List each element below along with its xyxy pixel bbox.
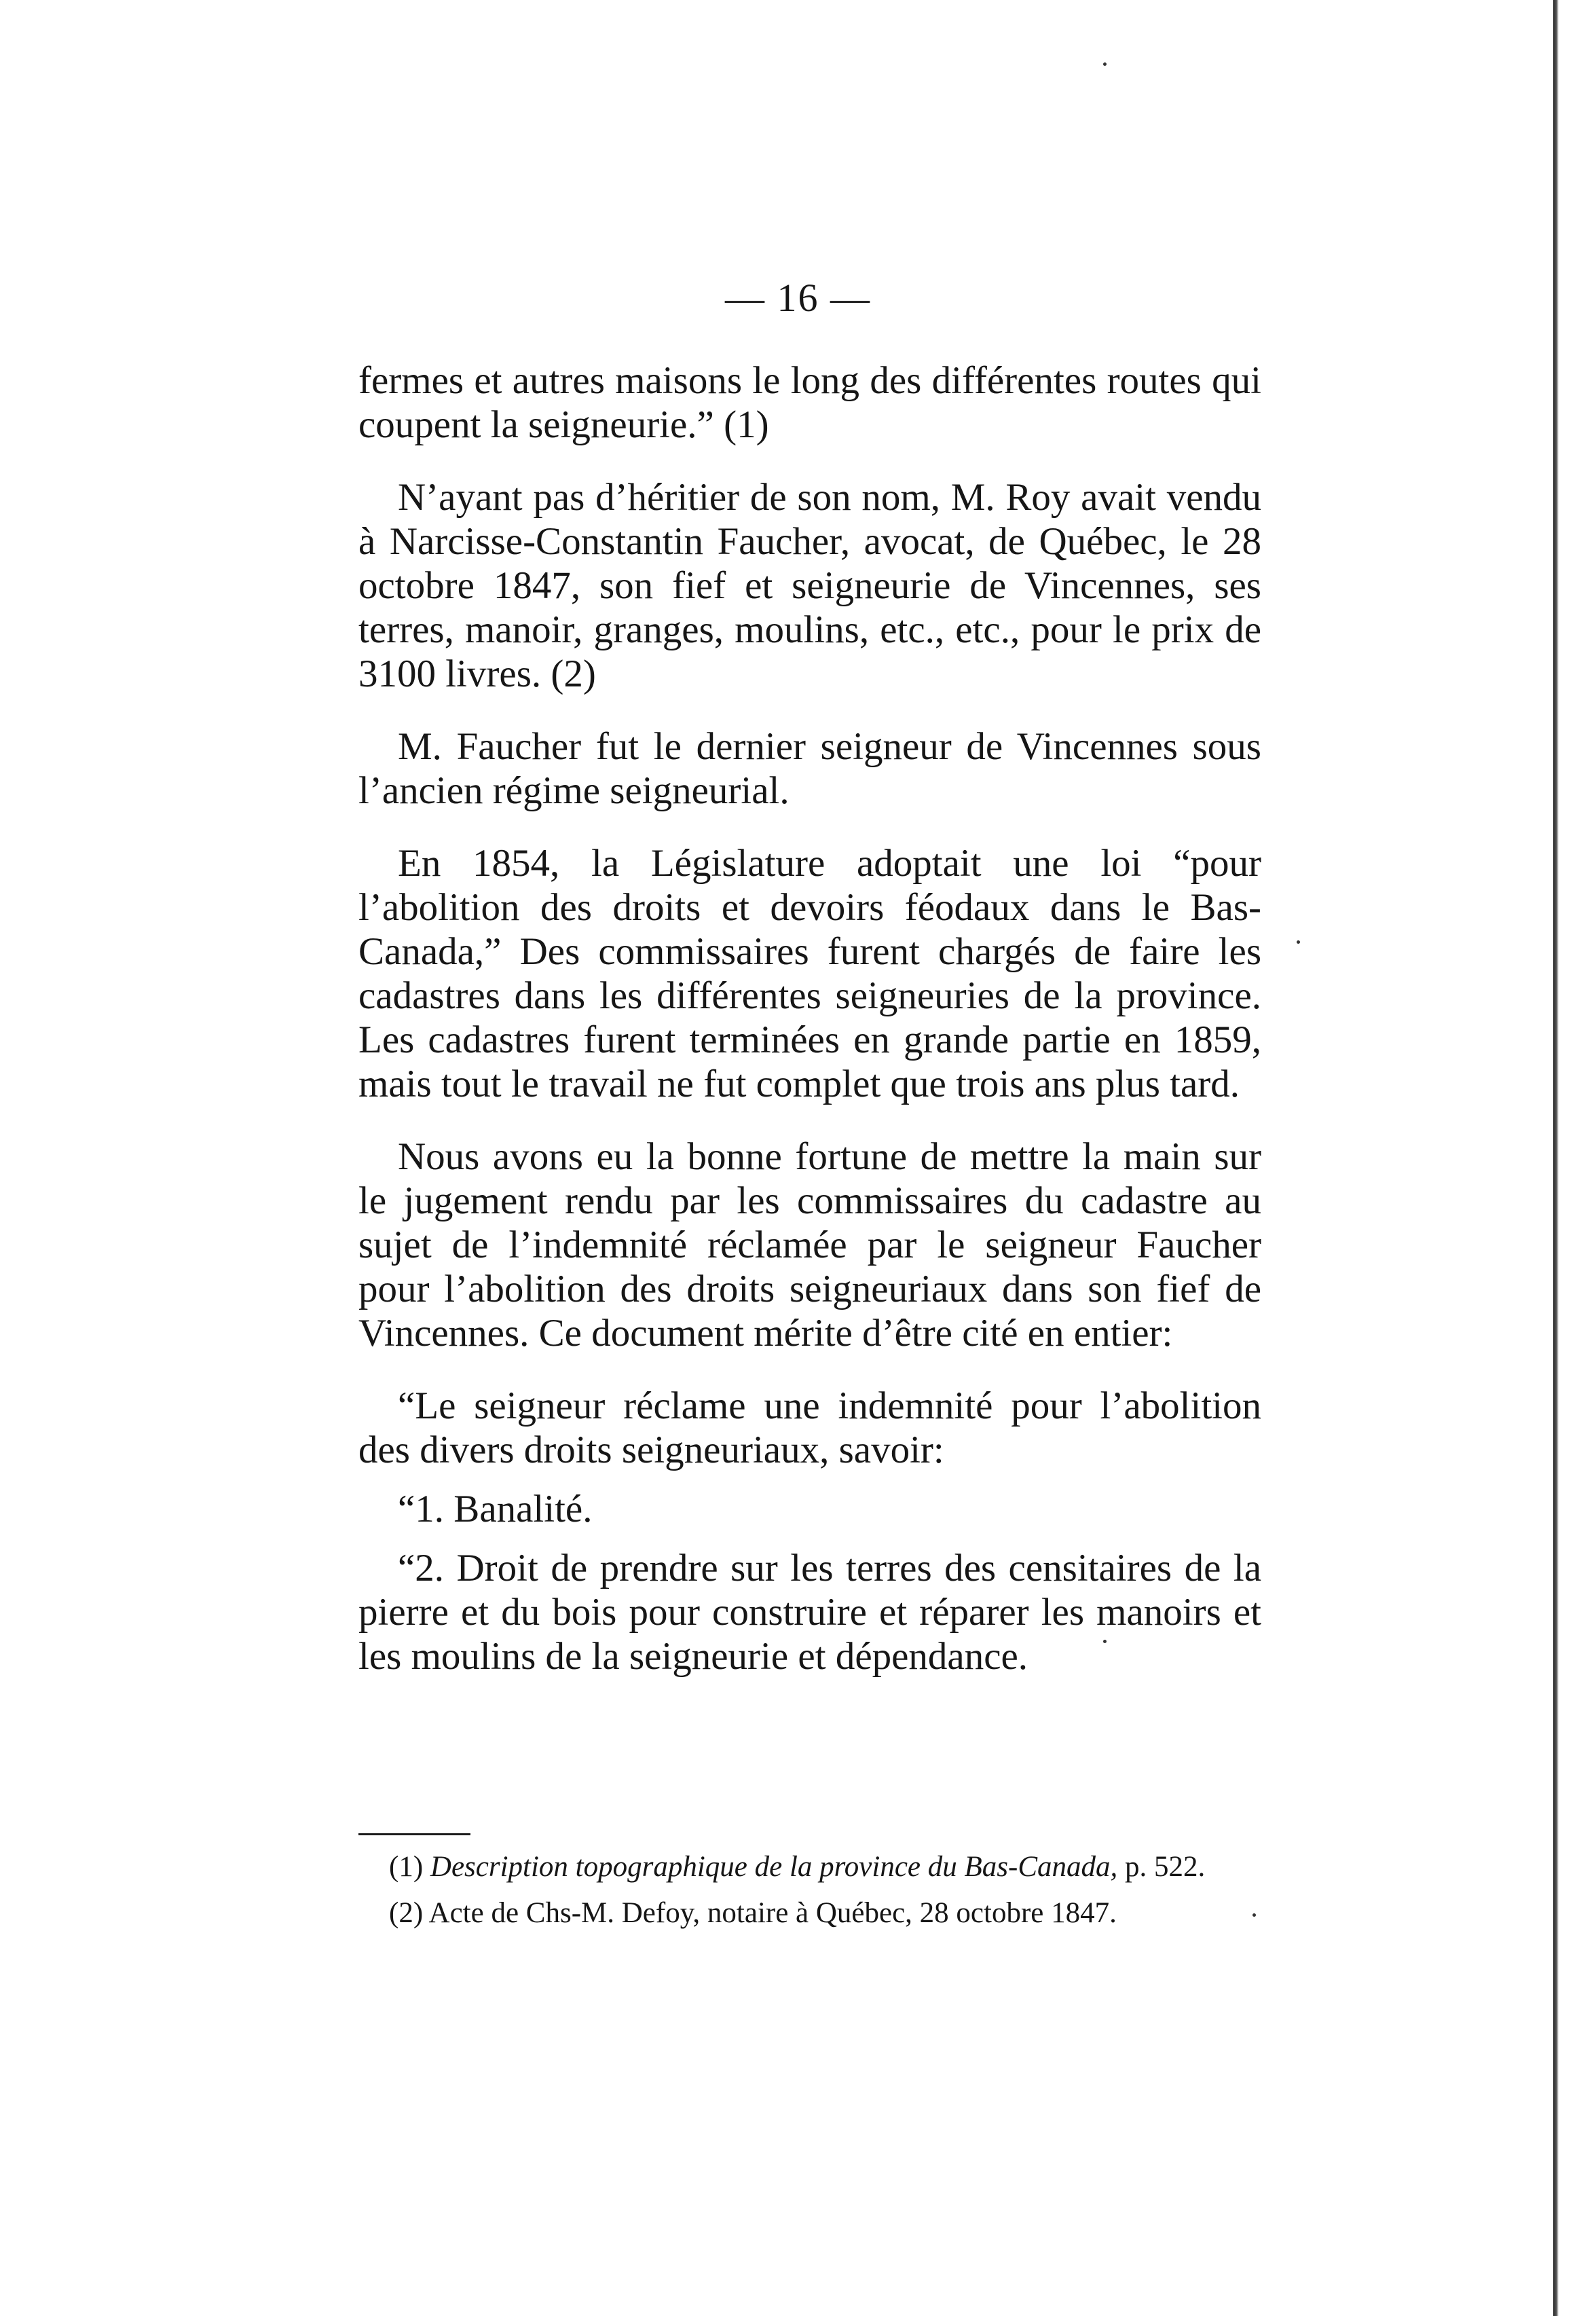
scan-speck	[1252, 1913, 1256, 1917]
scan-speck	[1297, 940, 1300, 944]
footnotes	[358, 1850, 1261, 1943]
footnote-1	[358, 1850, 1261, 1884]
footnote-marker: (1)	[389, 1851, 424, 1883]
footnote-marker: (2)	[389, 1897, 424, 1929]
page-number: — 16 —	[725, 276, 871, 320]
footnote-source-title: Description topographique de la province du Bas-Canada,	[430, 1851, 1118, 1883]
footnote-2	[358, 1896, 1261, 1930]
scan-page-edge	[1553, 0, 1559, 2316]
paragraph-abolition-law: En 1854, la Législature adoptait une loi “pour l’abolition des droits et devoirs féodaux dans le Bas-Canada,” Des commissaires furent chargés de faire les cadastres dans les différentes seigneuries de la province. Les cadastres furent terminées en grande partie en 1859, mais tout le travail ne fut complet que trois ans plus tard.	[358, 842, 1261, 1105]
paragraph-sale-of-seigneury: N’ayant pas d’héritier de son nom, M. Roy avait vendu à Narcisse-Constantin Faucher, avocat, de Québec, le 28 octobre 1847, son fief et seigneurie de Vincennes, ses terres, manoir, granges, moulins, etc., etc., pour le prix de 3100 livres. (2)	[358, 476, 1261, 695]
body-text	[358, 359, 1261, 1678]
paragraph-judgment: Nous avons eu la bonne fortune de mettre la main sur le jugement rendu par les commissaires du cadastre au sujet de l’indemnité réclamée par le seigneur Faucher pour l’abolition des droits seigneuriaux dans son fief de Vincennes. Ce document mérite d’être cité en entier:	[358, 1135, 1261, 1355]
paragraph-quote-item-1: “1. Banalité.	[398, 1488, 593, 1530]
scan-speck	[1103, 1640, 1107, 1643]
footnote-separator	[358, 1833, 470, 1835]
paragraph-quote-intro: “Le seigneur réclame une indemnité pour l’abolition des divers droits seigneuriaux, savoir:	[358, 1384, 1261, 1471]
paragraph-last-seigneur: M. Faucher fut le dernier seigneur de Vincennes sous l’ancien régime seigneurial.	[358, 725, 1261, 812]
footnote-text: p. 522.	[1117, 1851, 1206, 1883]
paragraph-continuation: fermes et autres maisons le long des différentes routes qui coupent la seigneurie.” (1)	[358, 359, 1261, 446]
paragraph-quote-item-2: “2. Droit de prendre sur les terres des censitaires de la pierre et du bois pour construire et réparer les manoirs et les moulins de la seigneurie et dépendance.	[358, 1547, 1261, 1678]
footnote-text: Acte de Chs-M. Defoy, notaire à Québec, 28 octobre 1847.	[423, 1897, 1117, 1929]
scan-speck	[1103, 62, 1107, 66]
